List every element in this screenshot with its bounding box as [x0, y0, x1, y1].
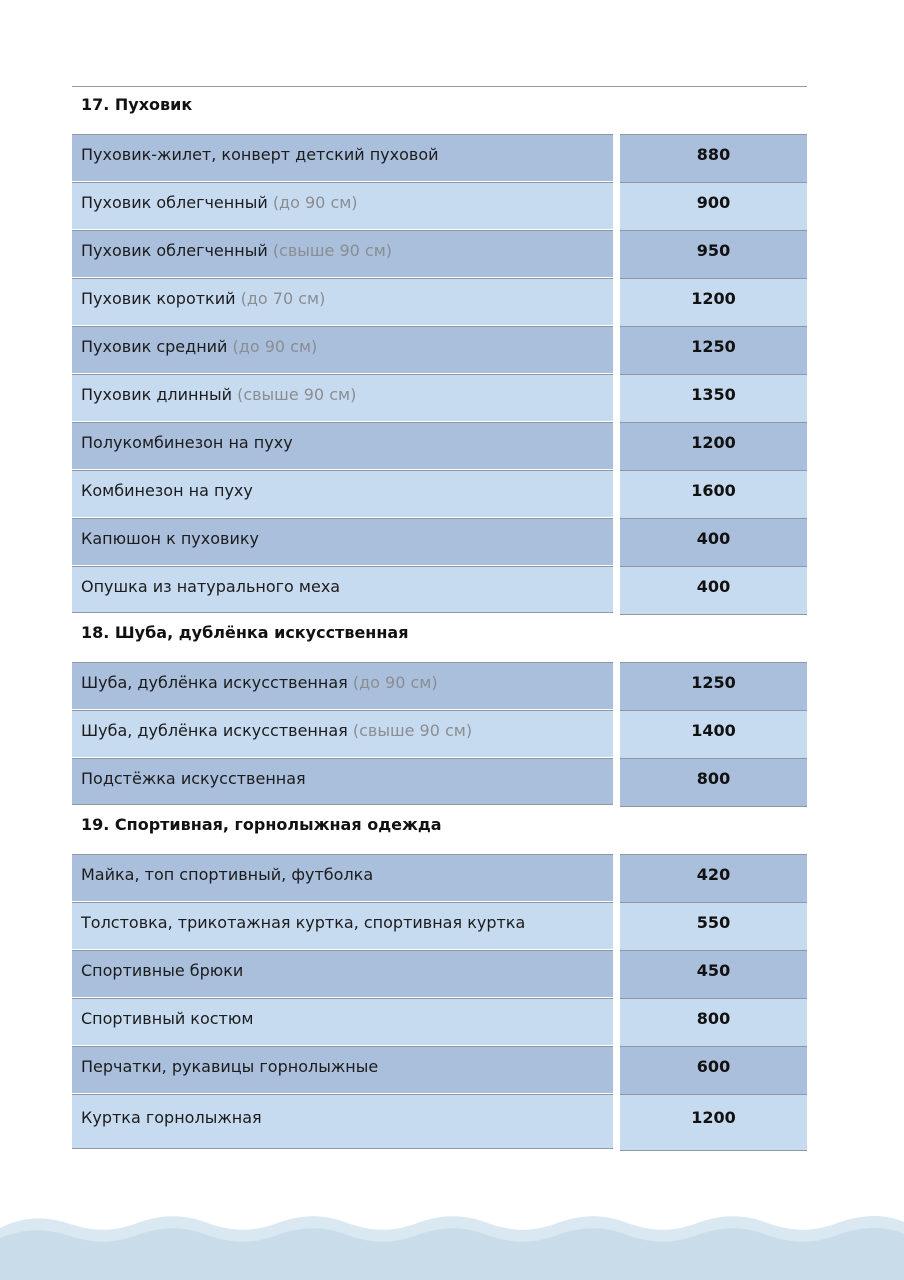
table-row — [72, 374, 807, 422]
price-table-shuba — [72, 662, 807, 806]
item-price: 1200 — [620, 422, 807, 470]
item-name-cell — [72, 854, 613, 901]
item-price: 1250 — [620, 326, 807, 374]
section-title-puhovik: 17. Пуховик — [81, 95, 193, 114]
item-name-cell — [72, 518, 613, 565]
item-size-note: (до 90 см) — [232, 337, 318, 356]
item-name: Перчатки, рукавицы горнолыжные — [81, 1057, 379, 1076]
item-name-cell — [72, 326, 613, 373]
table-row — [72, 1094, 807, 1150]
item-name: Комбинезон на пуху — [81, 481, 253, 500]
item-name: Полукомбинезон на пуху — [81, 433, 293, 452]
table-row — [72, 230, 807, 278]
table-row — [72, 566, 807, 614]
section-title-sport: 19. Спортивная, горнолыжная одежда — [81, 815, 442, 834]
table-row — [72, 422, 807, 470]
item-name: Пуховик короткий — [81, 289, 236, 308]
item-name-cell — [72, 710, 613, 757]
item-name: Шуба, дублёнка искусственная — [81, 673, 348, 692]
table-row — [72, 998, 807, 1046]
price-table-puhovik — [72, 134, 807, 614]
table-row — [72, 854, 807, 902]
item-name-cell — [72, 902, 613, 949]
wave-footer-decoration — [0, 1210, 904, 1280]
item-name-cell — [72, 230, 613, 277]
item-name: Пуховик-жилет, конверт детский пуховой — [81, 145, 439, 164]
item-price: 420 — [620, 854, 807, 902]
item-price: 1350 — [620, 374, 807, 422]
table-row — [72, 518, 807, 566]
item-name-cell — [72, 422, 613, 469]
item-name: Пуховик длинный — [81, 385, 232, 404]
item-price: 1200 — [620, 1094, 807, 1151]
item-name-cell — [72, 758, 613, 805]
item-price: 800 — [620, 998, 807, 1046]
item-price: 400 — [620, 566, 807, 615]
item-size-note: (до 90 см) — [272, 193, 358, 212]
price-table-sport — [72, 854, 807, 1150]
item-name-cell — [72, 374, 613, 421]
item-name-cell — [72, 1046, 613, 1093]
item-price: 600 — [620, 1046, 807, 1094]
item-name: Спортивные брюки — [81, 961, 244, 980]
item-size-note: (свыше 90 см) — [352, 721, 473, 740]
table-row — [72, 182, 807, 230]
table-row — [72, 758, 807, 806]
item-name: Опушка из натурального меха — [81, 577, 341, 596]
table-row — [72, 278, 807, 326]
item-price: 1200 — [620, 278, 807, 326]
item-price: 450 — [620, 950, 807, 998]
item-price: 550 — [620, 902, 807, 950]
table-row — [72, 470, 807, 518]
item-size-note: (до 70 см) — [240, 289, 326, 308]
item-name: Шуба, дублёнка искусственная — [81, 721, 348, 740]
item-name-cell — [72, 134, 613, 181]
item-name-cell — [72, 182, 613, 229]
table-row — [72, 134, 807, 182]
item-name-cell — [72, 950, 613, 997]
item-price: 900 — [620, 182, 807, 230]
item-price: 880 — [620, 134, 807, 182]
item-price: 400 — [620, 518, 807, 566]
item-price: 800 — [620, 758, 807, 807]
item-name-cell — [72, 662, 613, 709]
item-name: Подстёжка искусственная — [81, 769, 306, 788]
item-name: Пуховик средний — [81, 337, 228, 356]
table-row — [72, 950, 807, 998]
item-name: Пуховик облегченный — [81, 193, 268, 212]
item-name: Пуховик облегченный — [81, 241, 268, 260]
item-name-cell — [72, 470, 613, 517]
table-row — [72, 326, 807, 374]
wave-front — [0, 1228, 904, 1280]
item-name: Майка, топ спортивный, футболка — [81, 865, 374, 884]
item-price: 1250 — [620, 662, 807, 710]
item-size-note: (свыше 90 см) — [237, 385, 357, 404]
item-price: 1400 — [620, 710, 807, 758]
table-row — [72, 902, 807, 950]
table-row — [72, 1046, 807, 1094]
table-row — [72, 710, 807, 758]
item-name-cell — [72, 278, 613, 325]
section-title-shuba: 18. Шуба, дублёнка искусственная — [81, 623, 409, 642]
item-price: 950 — [620, 230, 807, 278]
table-row — [72, 662, 807, 710]
item-name: Толстовка, трикотажная куртка, спортивная куртка — [81, 913, 526, 932]
item-price: 1600 — [620, 470, 807, 518]
item-size-note: (свыше 90 см) — [272, 241, 393, 260]
item-name-cell — [72, 998, 613, 1045]
item-name: Куртка горнолыжная — [81, 1108, 262, 1127]
item-name: Спортивный костюм — [81, 1009, 254, 1028]
item-name: Капюшон к пуховику — [81, 529, 259, 548]
item-name-cell — [72, 566, 613, 613]
item-name-cell — [72, 1094, 613, 1149]
item-size-note: (до 90 см) — [352, 673, 438, 692]
